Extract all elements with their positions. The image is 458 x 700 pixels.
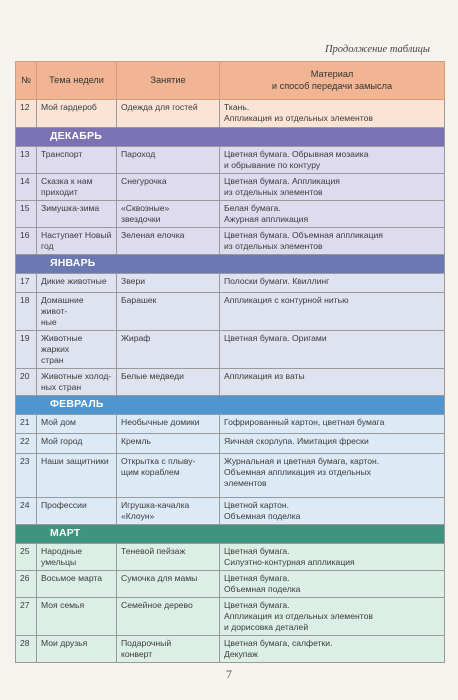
table-row [16,228,445,255]
material-cell: Полоски бумаги. Квиллинг [220,274,445,293]
header-lesson: Занятие [117,62,220,100]
month-label: ФЕВРАЛЬ [16,396,445,415]
lesson-cell: Пароход [117,147,220,174]
week-theme-cell: Домашние живот- ные [37,293,117,331]
lesson-cell: Игрушка-качалка «Клоун» [117,498,220,525]
table-row [16,636,445,663]
week-theme-cell: Наши защитники [37,454,117,498]
week-theme-cell: Моя семья [37,598,117,636]
table-row [16,415,445,434]
row-number-cell: 18 [16,293,37,331]
table-row [16,598,445,636]
row-number-cell: 23 [16,454,37,498]
row-number-cell: 12 [16,100,37,128]
week-theme-cell: Транспорт [37,147,117,174]
material-cell: Цветная бумага. Аппликация из отдельных элементов [220,174,445,201]
material-cell: Цветная бумага. Оригами [220,331,445,369]
table-row [16,498,445,525]
row-number-cell: 13 [16,147,37,174]
material-cell: Ткань. Аппликация из отдельных элементов [220,100,445,128]
lesson-cell: Необычные домики [117,415,220,434]
row-number-cell: 15 [16,201,37,228]
lesson-cell: Белые медведи [117,369,220,396]
lesson-cell: «Сквозные» звездочки [117,201,220,228]
table-header-row [16,62,445,100]
week-theme-cell: Животные холод- ных стран [37,369,117,396]
table-row [16,174,445,201]
lesson-cell: Сумочка для мамы [117,571,220,598]
week-theme-cell: Животные жарких стран [37,331,117,369]
week-theme-cell: Мой город [37,434,117,454]
material-cell: Цветная бумага. Аппликация из отдельных элементов и дорисовка деталей [220,598,445,636]
table-row [16,100,445,128]
table-row [16,201,445,228]
material-cell: Цветная бумага. Объемная поделка [220,571,445,598]
material-cell: Цветная бумага. Объемная аппликация из отдельных элементов [220,228,445,255]
material-cell: Гофрированный картон, цветная бумага [220,415,445,434]
week-theme-cell: Мой гардероб [37,100,117,128]
week-theme-cell: Народные умельцы [37,544,117,571]
material-cell: Цветной картон. Объемная поделка [220,498,445,525]
lesson-cell: Барашек [117,293,220,331]
table-row [16,274,445,293]
week-theme-cell: Сказка к нам приходит [37,174,117,201]
row-number-cell: 16 [16,228,37,255]
row-number-cell: 17 [16,274,37,293]
lesson-plan-table [15,61,445,663]
week-theme-cell: Мой дом [37,415,117,434]
lesson-cell: Теневой пейзаж [117,544,220,571]
lesson-cell: Семейное дерево [117,598,220,636]
week-theme-cell: Профессии [37,498,117,525]
lesson-cell: Зеленая елочка [117,228,220,255]
material-cell: Яичная скорлупа. Имитация фрески [220,434,445,454]
table-row [16,331,445,369]
row-number-cell: 14 [16,174,37,201]
table-row [16,434,445,454]
row-number-cell: 21 [16,415,37,434]
table-row [16,369,445,396]
material-cell: Цветная бумага, салфетки. Декупаж [220,636,445,663]
material-cell: Белая бумага. Ажурная аппликация [220,201,445,228]
lesson-cell: Жираф [117,331,220,369]
table-row [16,571,445,598]
material-cell: Аппликация с контурной нитью [220,293,445,331]
lesson-cell: Открытка с плыву- щим кораблем [117,454,220,498]
month-header-january [16,255,445,274]
month-label: МАРТ [16,525,445,544]
lesson-cell: Снегурочка [117,174,220,201]
table-row [16,544,445,571]
table-row [16,293,445,331]
material-cell: Цветная бумага. Обрывная мозаика и обрывание по контуру [220,147,445,174]
week-theme-cell: Дикие животные [37,274,117,293]
material-cell: Цветная бумага. Силуэтно-контурная аппликация [220,544,445,571]
row-number-cell: 27 [16,598,37,636]
row-number-cell: 28 [16,636,37,663]
table-row [16,147,445,174]
table-continuation-caption: Продолжение таблицы [324,44,430,55]
lesson-cell: Подарочный конверт [117,636,220,663]
week-theme-cell: Наступает Новый год [37,228,117,255]
row-number-cell: 25 [16,544,37,571]
page-number: 7 [226,667,232,681]
material-cell: Журнальная и цветная бумага, картон. Объемная аппликация из отдельных элементов [220,454,445,498]
month-label: ЯНВАРЬ [16,255,445,274]
lesson-cell: Одежда для гостей [117,100,220,128]
month-label: ДЕКАБРЬ [16,128,445,147]
month-header-february [16,396,445,415]
lesson-cell: Кремль [117,434,220,454]
row-number-cell: 20 [16,369,37,396]
header-material: Материал и способ передачи замысла [220,62,445,100]
row-number-cell: 26 [16,571,37,598]
material-cell: Аппликация из ваты [220,369,445,396]
row-number-cell: 22 [16,434,37,454]
week-theme-cell: Мои друзья [37,636,117,663]
month-header-march [16,525,445,544]
week-theme-cell: Восьмое марта [37,571,117,598]
header-week-theme: Тема недели [37,62,117,100]
month-header-december [16,128,445,147]
lesson-cell: Звери [117,274,220,293]
week-theme-cell: Зимушка-зима [37,201,117,228]
header-number: № [16,62,37,100]
row-number-cell: 24 [16,498,37,525]
row-number-cell: 19 [16,331,37,369]
table-row [16,454,445,498]
